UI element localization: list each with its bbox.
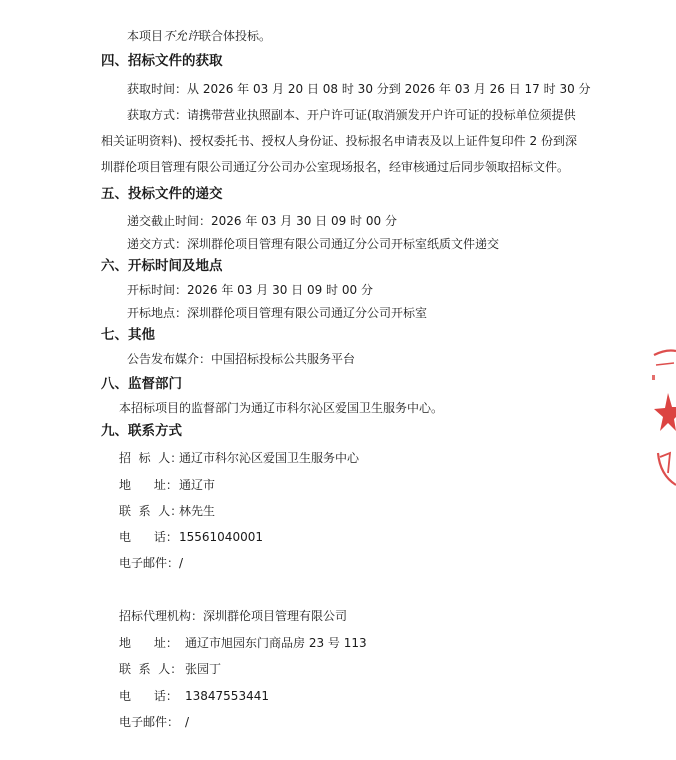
tenderer-email-label: 电子邮件： (119, 556, 180, 570)
seal-ring-bottom (658, 453, 676, 485)
tenderer-contact: 林先生 (179, 504, 216, 518)
consortium-not-allowed: 不允许 (163, 29, 200, 43)
tenderer-contact-row (119, 503, 215, 519)
agency-address: 通辽市旭园东门商品房 23 号 113 (185, 636, 367, 650)
seal-mark (652, 375, 655, 380)
opening-place: 开标地点：深圳群伦项目管理有限公司通辽分公司开标室 (127, 306, 428, 320)
official-seal-stamp (648, 345, 676, 495)
seal-ring-top (654, 351, 676, 356)
tenderer-address-row (119, 477, 215, 493)
doc-obtain-method-1: 获取方式：请携带营业执照副本、开户许可证(取消颁发开户许可证的投标单位须提供 (127, 108, 576, 122)
tenderer-address-label: 地 址： (119, 478, 178, 492)
agency-email-label: 电子邮件： (119, 715, 180, 729)
section-8-heading: 八、监督部门 (101, 376, 182, 392)
agency-label: 招标代理机构： (119, 609, 204, 623)
tenderer-label: 招 标 人： (119, 451, 183, 465)
submit-deadline: 递交截止时间：2026 年 03 月 30 日 09 时 00 分 (127, 214, 397, 228)
tenderer-phone: 15561040001 (179, 530, 263, 544)
agency-contact-label: 联 系 人： (119, 662, 183, 676)
doc-obtain-method-2: 相关证明资料)、授权委托书、授权人身份证、投标报名申请表及以上证件复印件 2 份到深 (101, 134, 577, 148)
section-4-heading: 四、招标文件的获取 (101, 53, 223, 69)
tenderer-row (119, 450, 359, 466)
tenderer-phone-label: 电 话： (119, 530, 178, 544)
opening-time: 开标时间：2026 年 03 月 30 日 09 时 00 分 (127, 283, 373, 297)
tenderer-name: 通辽市科尔沁区爱国卫生服务中心 (179, 451, 360, 465)
tenderer-contact-label: 联 系 人： (119, 504, 183, 518)
agency-contact: 张园丁 (185, 662, 222, 676)
supervision-text: 本招标项目的监督部门为通辽市科尔沁区爱国卫生服务中心。 (119, 401, 444, 415)
agency-phone-row (119, 688, 269, 704)
tenderer-email-row (119, 555, 183, 571)
section-5-heading: 五、投标文件的递交 (101, 186, 223, 202)
agency-address-row (119, 635, 367, 651)
doc-obtain-method-3: 圳群伦项目管理有限公司通辽分公司办公室现场报名，经审核通过后同步领取招标文件。 (101, 160, 570, 174)
tenderer-phone-row (119, 529, 263, 545)
agency-email: / (185, 715, 190, 729)
seal-text-arc (656, 363, 674, 365)
consortium-prefix: 本项目 (127, 29, 164, 43)
agency-phone-label: 电 话： (119, 689, 178, 703)
section-7-heading: 七、其他 (101, 327, 155, 343)
consortium-line (127, 28, 271, 44)
agency-email-row (119, 714, 189, 730)
publish-media: 公告发布媒介：中国招标投标公共服务平台 (127, 352, 356, 366)
tenderer-address: 通辽市 (179, 478, 216, 492)
submit-method: 递交方式：深圳群伦项目管理有限公司通辽分公司开标室纸质文件递交 (127, 237, 500, 251)
section-9-heading: 九、联系方式 (101, 423, 182, 439)
agency-phone: 13847553441 (185, 689, 269, 703)
agency-name: 深圳群伦项目管理有限公司 (203, 609, 348, 623)
agency-address-label: 地 址： (119, 636, 178, 650)
doc-obtain-time: 获取时间：从 2026 年 03 月 20 日 08 时 30 分到 2026 年 03 月 26 日 17 时 30 分 (127, 82, 591, 96)
section-6-heading: 六、开标时间及地点 (101, 258, 223, 274)
agency-contact-row (119, 661, 221, 677)
seal-star-icon (654, 393, 676, 431)
consortium-suffix: 联合体投标。 (199, 29, 272, 43)
tenderer-email: / (179, 556, 184, 570)
agency-row (119, 608, 347, 624)
